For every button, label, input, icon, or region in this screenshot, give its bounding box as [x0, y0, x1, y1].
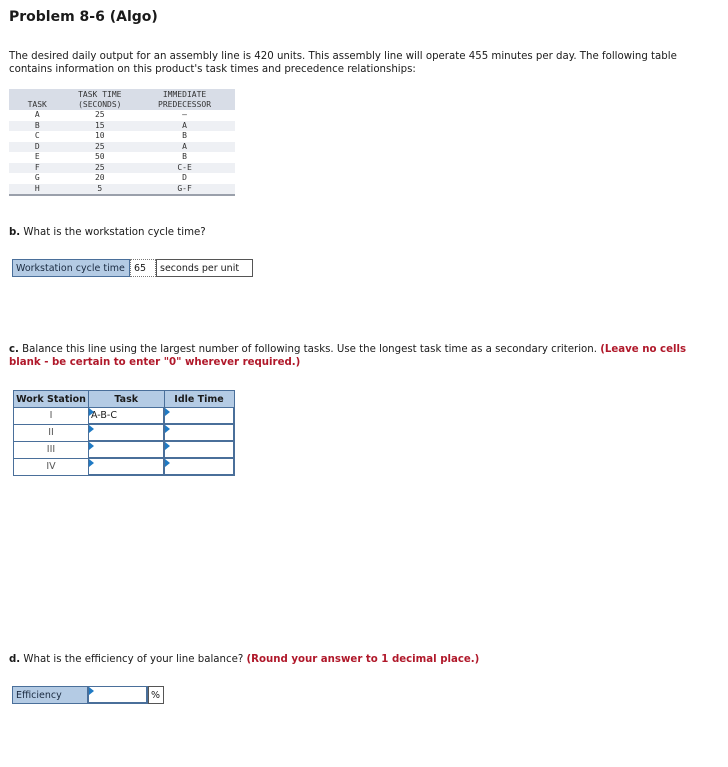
- header-task: TASK: [9, 89, 66, 110]
- task-cell: G: [34, 173, 40, 182]
- header-task: Task: [89, 391, 165, 408]
- input-flag-icon: [89, 425, 94, 433]
- table-row: [14, 408, 235, 425]
- idle-time-input[interactable]: [164, 424, 234, 441]
- time-cell: 20: [94, 173, 105, 182]
- question-d-text: What is the efficiency of your line balance?: [23, 654, 244, 665]
- question-c-instruction: (Leave no cells blank - be certain to enter "0" wherever required.): [9, 344, 687, 368]
- table-row: [14, 441, 235, 458]
- station-label: I: [14, 408, 89, 425]
- table-row: [14, 424, 235, 441]
- table-row: [9, 163, 235, 174]
- station-label: IV: [14, 458, 89, 475]
- header-work-station: Work Station: [14, 391, 89, 408]
- table-row: [14, 458, 235, 475]
- task-cell: C: [34, 131, 40, 140]
- pred-cell: C-E: [134, 163, 235, 174]
- task-cell: F: [9, 163, 66, 174]
- table-row: [9, 131, 235, 142]
- question-c: [9, 343, 699, 369]
- pred-cell: A: [134, 121, 235, 132]
- table-row: [9, 110, 235, 121]
- pred-cell: G-F: [134, 184, 235, 196]
- question-c-text: Balance this line using the largest number of following tasks. Use the longest task time as a secondary criterion.: [22, 344, 597, 355]
- time-cell: 50: [94, 152, 105, 161]
- time-cell: 25: [66, 142, 135, 153]
- input-flag-icon: [89, 459, 94, 467]
- question-d: [9, 654, 479, 665]
- cycle-time-input[interactable]: [130, 259, 156, 277]
- time-cell: 5: [66, 184, 135, 196]
- time-cell: 25: [94, 110, 105, 119]
- cycle-time-label: Workstation cycle time: [12, 259, 130, 277]
- task-input[interactable]: [89, 458, 165, 475]
- efficiency-row: [12, 686, 164, 704]
- station-label: II: [14, 424, 89, 441]
- header-idle-time: Idle Time: [164, 391, 234, 408]
- task-cell: H: [9, 184, 66, 196]
- cycle-time-value: 65: [134, 262, 147, 274]
- task-input[interactable]: [89, 441, 165, 458]
- table-row: [9, 184, 235, 196]
- cycle-time-row: [12, 259, 253, 277]
- cycle-time-unit: seconds per unit: [156, 259, 253, 277]
- task-input[interactable]: [89, 424, 165, 441]
- input-flag-icon: [89, 687, 94, 695]
- input-flag-icon: [165, 425, 170, 433]
- question-c-letter: c.: [9, 344, 19, 355]
- idle-time-input[interactable]: [164, 408, 234, 425]
- time-cell: 25: [66, 163, 135, 174]
- header-task-time: TASK TIME (SECONDS): [66, 89, 135, 110]
- table-row: [9, 173, 235, 184]
- efficiency-unit: %: [148, 686, 164, 704]
- input-flag-icon: [89, 408, 94, 416]
- idle-time-input[interactable]: [164, 441, 234, 458]
- table-row: [9, 121, 235, 132]
- time-cell: 15: [66, 121, 135, 132]
- question-d-instruction: (Round your answer to 1 decimal place.): [246, 654, 480, 665]
- station-label: III: [14, 441, 89, 458]
- pred-cell: A: [134, 142, 235, 153]
- task-cell: A: [34, 110, 40, 119]
- idle-time-input[interactable]: [164, 458, 234, 475]
- problem-title: Problem 8-6 (Algo): [9, 9, 158, 25]
- time-cell: 10: [94, 131, 105, 140]
- efficiency-input[interactable]: [88, 686, 148, 704]
- problem-intro: The desired daily output for an assembly line is 420 units. This assembly line will operate 455 minutes per day. The following table contains information on this product's task times and precedence relationships:: [9, 51, 677, 75]
- question-d-letter: d.: [9, 654, 21, 665]
- task-value: A-B-C: [91, 410, 117, 421]
- question-b-text: What is the workstation cycle time?: [23, 227, 206, 238]
- efficiency-label: Efficiency: [12, 686, 88, 704]
- pred-cell: B: [182, 131, 187, 140]
- table-row: [9, 142, 235, 153]
- question-b-letter: b.: [9, 227, 21, 238]
- task-cell: D: [9, 142, 66, 153]
- pred-cell: D: [182, 173, 187, 182]
- input-flag-icon: [165, 459, 170, 467]
- input-flag-icon: [165, 408, 170, 416]
- input-flag-icon: [89, 442, 94, 450]
- task-table: [9, 89, 235, 196]
- table-row: [9, 152, 235, 163]
- pred-cell: B: [182, 152, 187, 161]
- input-flag-icon: [165, 442, 170, 450]
- task-cell: E: [34, 152, 40, 161]
- task-input[interactable]: [89, 408, 165, 425]
- pred-cell: –: [182, 110, 187, 119]
- workstation-table: [13, 390, 235, 476]
- header-predecessor: IMMEDIATE PREDECESSOR: [134, 89, 235, 110]
- task-cell: B: [9, 121, 66, 132]
- question-b: [9, 227, 206, 238]
